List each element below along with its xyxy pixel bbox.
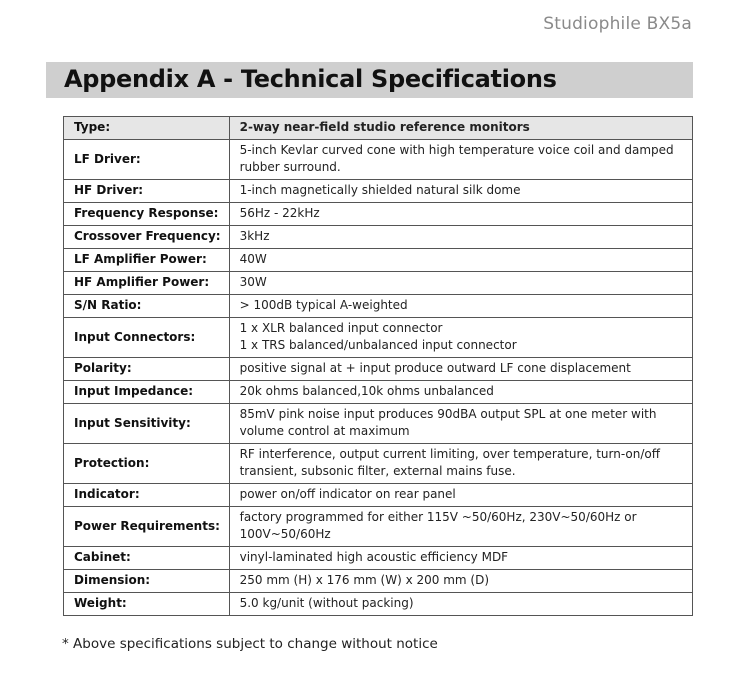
table-row <box>64 180 693 203</box>
spec-value <box>229 404 692 444</box>
spec-value-line: 30W <box>239 275 267 289</box>
spec-value <box>229 547 692 570</box>
spec-value-line: 1 x XLR balanced input connector <box>239 321 443 335</box>
spec-value-line: 1 x TRS balanced/unbalanced input connector <box>239 338 517 352</box>
spec-value-line: 5.0 kg/unit (without packing) <box>239 596 414 610</box>
spec-value <box>229 272 692 295</box>
spec-label: S/N Ratio: <box>64 295 230 318</box>
spec-value <box>229 226 692 249</box>
section-title: Appendix A - Technical Specifications <box>64 65 557 93</box>
table-row <box>64 484 693 507</box>
footnote: * Above specifications subject to change without notice <box>62 636 438 652</box>
spec-label: LF Amplifier Power: <box>64 249 230 272</box>
table-row <box>64 381 693 404</box>
spec-value-line: 56Hz - 22kHz <box>239 206 320 220</box>
spec-value <box>229 570 692 593</box>
spec-label: LF Driver: <box>64 140 230 180</box>
spec-label: HF Driver: <box>64 180 230 203</box>
spec-value: 2-way near-field studio reference monitors <box>229 117 692 140</box>
spec-value <box>229 249 692 272</box>
specifications-table <box>63 116 693 616</box>
spec-value <box>229 593 692 616</box>
table-row <box>64 203 693 226</box>
spec-value-line: 5-inch Kevlar curved cone with high temperature voice coil and damped rubber surround. <box>239 143 674 174</box>
spec-label: Power Requirements: <box>64 507 230 547</box>
table-row <box>64 295 693 318</box>
spec-label: Cabinet: <box>64 547 230 570</box>
spec-label: Type: <box>64 117 230 140</box>
spec-value-line: 250 mm (H) x 176 mm (W) x 200 mm (D) <box>239 573 490 587</box>
spec-value-line: 40W <box>239 252 267 266</box>
spec-value-line: vinyl-laminated high acoustic efficiency MDF <box>239 550 509 564</box>
table-row <box>64 249 693 272</box>
spec-label: Input Connectors: <box>64 318 230 358</box>
table-row <box>64 444 693 484</box>
spec-value <box>229 295 692 318</box>
product-name: Studiophile BX5a <box>543 14 692 34</box>
spec-label: Dimension: <box>64 570 230 593</box>
spec-label: Frequency Response: <box>64 203 230 226</box>
table-row <box>64 318 693 358</box>
spec-value <box>229 484 692 507</box>
spec-value-line: factory programmed for either 115V ~50/60Hz, 230V~50/60Hz or 100V~50/60Hz <box>239 510 637 541</box>
spec-value <box>229 381 692 404</box>
spec-label: Input Sensitivity: <box>64 404 230 444</box>
table-row <box>64 547 693 570</box>
spec-value-line: power on/off indicator on rear panel <box>239 487 456 501</box>
spec-label: Input Impedance: <box>64 381 230 404</box>
spec-value-line: 1-inch magnetically shielded natural silk dome <box>239 183 521 197</box>
spec-value <box>229 318 692 358</box>
spec-value-line: RF interference, output current limiting, over temperature, turn-on/off transient, subsonic filter, external mains fuse. <box>239 447 660 478</box>
table-row <box>64 140 693 180</box>
spec-value-line: 20k ohms balanced,10k ohms unbalanced <box>239 384 494 398</box>
table-header-row <box>64 117 693 140</box>
spec-value <box>229 180 692 203</box>
spec-value-line: 3kHz <box>239 229 270 243</box>
spec-label: Polarity: <box>64 358 230 381</box>
spec-label: HF Amplifier Power: <box>64 272 230 295</box>
spec-value <box>229 507 692 547</box>
spec-label: Crossover Frequency: <box>64 226 230 249</box>
table-row <box>64 570 693 593</box>
spec-value-line: 85mV pink noise input produces 90dBA output SPL at one meter with volume control at maximum <box>239 407 657 438</box>
spec-label: Indicator: <box>64 484 230 507</box>
table-row <box>64 507 693 547</box>
spec-label: Weight: <box>64 593 230 616</box>
section-title-band <box>46 62 693 98</box>
spec-value <box>229 444 692 484</box>
spec-value <box>229 203 692 226</box>
spec-value-line: positive signal at + input produce outward LF cone displacement <box>239 361 631 375</box>
table-row <box>64 226 693 249</box>
table-row <box>64 593 693 616</box>
spec-label: Protection: <box>64 444 230 484</box>
table-row <box>64 272 693 295</box>
table-row <box>64 404 693 444</box>
table-row <box>64 358 693 381</box>
spec-value-line: > 100dB typical A-weighted <box>239 298 408 312</box>
spec-value <box>229 358 692 381</box>
spec-value <box>229 140 692 180</box>
